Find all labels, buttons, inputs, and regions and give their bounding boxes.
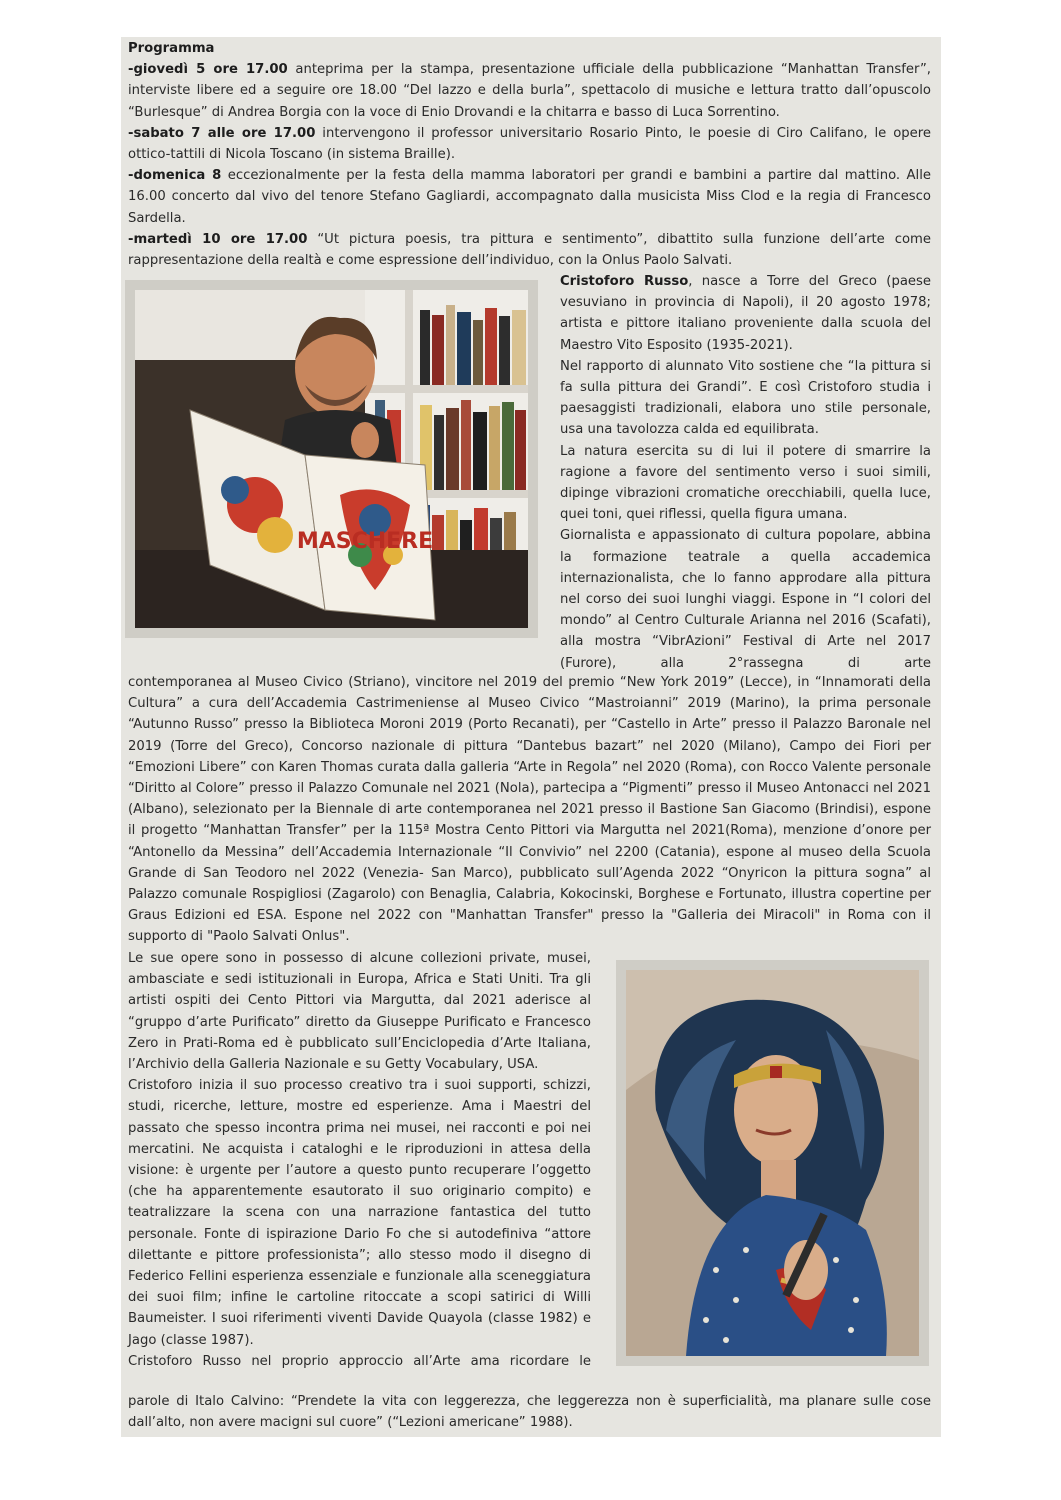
program-text: anteprima per la stampa, presentazione ufficiale della pubblicazione “Manhattan Transfer”, interviste libere ed a seguire ore 18.00 “Del lazzo e della burla”, spettacolo di musiche e lettura tratto dall’opuscolo “Burlesque” di Andrea Borgia con la voce di Enio Drovandi e la chitarra e basso di Luca Sorrentino. bbox=[128, 62, 931, 120]
bio-intro: Cristoforo Russo, nasce a Torre del Greco (paese vesuviano in provincia di Napoli), il 20 agosto 1978; artista e pittore italiano proveniente dalla scuola del Maestro Vito Esposito (1935-2021). bbox=[560, 274, 931, 353]
bio-closing-text bbox=[128, 1391, 931, 1433]
program-text: intervengono il professor universitario Rosario Pinto, le poesie di Ciro Califano, le opere ottico-tattili di Nicola Toscano (in sistema Braille). bbox=[128, 125, 931, 163]
artist-photo bbox=[125, 280, 538, 638]
program-item bbox=[128, 165, 931, 229]
program-item bbox=[128, 123, 931, 165]
bio-paragraph: contemporanea al Museo Civico (Striano), vincitore nel 2019 del premio “New York 2019” (Lecce), in “Innamorati della Cultura” a cura dell’Accademia Castrimeniense al Museo Civico “Mastroianni” 2019 (Marino), la prima personale “Autunno Russo” presso la Biblioteca Moroni 2019 (Porto Recanati), per “Castello in Arte” presso il Palazzo Baronale nel 2019 (Torre del Greco), Concorso nazionale di pittura “Dantebus bazart” nel 2020 (Milano), Campo dei Fiori per “Emozioni Libere” con Karen Thomas curata dalla galleria “Arte in Regola” nel 2020 (Roma), con Rocco Valente personale “Diritto al Colore” presso il Palazzo Comunale nel 2021 (Nola), partecipa a “Pigmenti” presso il Museo Antonacci nel 2021 (Albano), selezionato per la Biennale di arte contemporanea nel 2021 presso il Bastione San Giacomo (Brindisi), espone il progetto “Manhattan Transfer” per la 115ª Mostra Cento Pittori via Margutta nel 2021(Roma), menzione d’onore per “Antonello da Messina” dell’Accademia Internazionale “Il Convivio” nel 2200 (Catania), espone al museo della Scuola Grande di San Teodoro nel 2022 (Venezia- San Marco), pubblicato sull’Agenda 2022 “Onyricon la pittura sogna” al Palazzo comunale Rospigliosi (Zagarolo) con Benaglia, Calabria, Kokocinski, Borghese e Fortunato, illustra copertine per Graus Edizioni ed ESA. Espone nel 2022 con "Manhattan Transfer" presso la "Galleria dei Miracoli" in Roma con il supporto di "Paolo Salvati Onlus". bbox=[128, 675, 931, 945]
program-text: “Ut pictura poesis, tra pittura e sentimento”, dibattito sulla funzione dell’arte come rappresentazione della realtà e come espressione dell’individuo, con la Onlus Paolo Salvati. bbox=[128, 231, 931, 269]
bio-left-text bbox=[128, 948, 591, 1372]
program-item bbox=[128, 229, 931, 271]
bio-paragraph: La natura esercita su di lui il potere di smarrire la ragione a favore del sentimento verso i suoi simili, dipinge vibrazioni cromatiche orecchiabili, quella luce, quei toni, quei riflessi, quella figura umana. bbox=[560, 443, 931, 523]
bio-paragraph: Le sue opere sono in possesso di alcune collezioni private, musei, ambasciate e sedi istituzionali in Europa, Africa e Stati Uniti. Tra gli artisti ospiti dei Cento Pittori via Margutta, dal 2021 aderisce al “gruppo d’arte Purificato” diretto da Giuseppe Purificato e Francesco Zero in Prati-Roma ed è pubblicato sull’Enciclopedia d’Arte Italiana, l’Archivio della Galleria Nazionale e su Getty Vocabulary, USA. bbox=[128, 951, 591, 1073]
bio-paragraph: Cristoforo Russo nel proprio approccio all’Arte ama ricordare le bbox=[128, 1353, 591, 1369]
program-day: -domenica 8 bbox=[128, 168, 222, 184]
bio-paragraph: Cristoforo inizia il suo processo creativo tra i suoi supporti, schizzi, studi, ricerche, letture, mostre ed esperienze. Ama i Maestri del passato che spesso incontra prima nei musei, nei racconti e poi nei mercatini. Ne acquista i cataloghi e le riproduzioni in attesa della visione: è urgente per l’autore a questo punto recuperare l’oggetto (che ha apparentemente esautorato il suo originario compito) e teatralizzare la scena con una narrazione fantastica del tutto personale. Fonte di ispirazione Dario Fo che si autodefiniva “attore dilettante e pittore professionista”; allo stesso modo il disegno di Federico Fellini esperienza essenziale e funzionale alla sceneggiatura dei suoi film; infine le cartoline ritoccate a scopi satirici di Willi Baumeister. I suoi riferimenti viventi Davide Quayola (classe 1982) e Jago (classe 1987). bbox=[128, 1078, 591, 1348]
bio-paragraph: Nel rapporto di alunnato Vito sostiene che “la pittura si fa sulla pittura dei Grandi”. E così Cristoforo studia i paesaggisti tradizionali, elabora uno stile personale, usa una tavolozza calda ed equilibrata. bbox=[560, 358, 931, 438]
painting-image bbox=[616, 960, 929, 1366]
program-day: -sabato 7 alle ore 17.00 bbox=[128, 125, 316, 141]
bio-full-text bbox=[128, 672, 931, 948]
program-heading: Programma bbox=[128, 41, 215, 56]
program-text: eccezionalmente per la festa della mamma laboratori per grandi e bambini a partire dal mattino. Alle 16.00 concerto dal vivo del tenore Stefano Gagliardi, accompagnato dalla musicista Miss Clod e la regia di Francesco Sardella. bbox=[128, 168, 931, 226]
book-title: MASCHERE bbox=[296, 529, 434, 554]
bio-side-text bbox=[560, 271, 931, 674]
bio-paragraph: parole di Italo Calvino: “Prendete la vita con leggerezza, che leggerezza non è superficialità, ma planare sulle cose dall’alto, non avere macigni sul cuore” (“Lezioni americane” 1988). bbox=[128, 1394, 931, 1431]
program-item bbox=[128, 59, 931, 123]
artist-name: Cristoforo Russo bbox=[560, 274, 689, 289]
program-section bbox=[128, 38, 931, 271]
program-day: -martedì 10 ore 17.00 bbox=[128, 231, 308, 247]
bio-paragraph: Giornalista e appassionato di cultura popolare, abbina la formazione teatrale a quella accademica internazionalista, che lo fanno approdare alla pittura nel corso dei suoi lunghi viaggi. Espone in “I colori del mondo” al Centro Culturale Arianna nel 2016 (Scafati), alla mostra “VibrAzioni” Festival di Arte nel 2017 (Furore), alla 2°rassegna di arte bbox=[560, 528, 931, 671]
program-day: -giovedì 5 ore 17.00 bbox=[128, 62, 288, 78]
